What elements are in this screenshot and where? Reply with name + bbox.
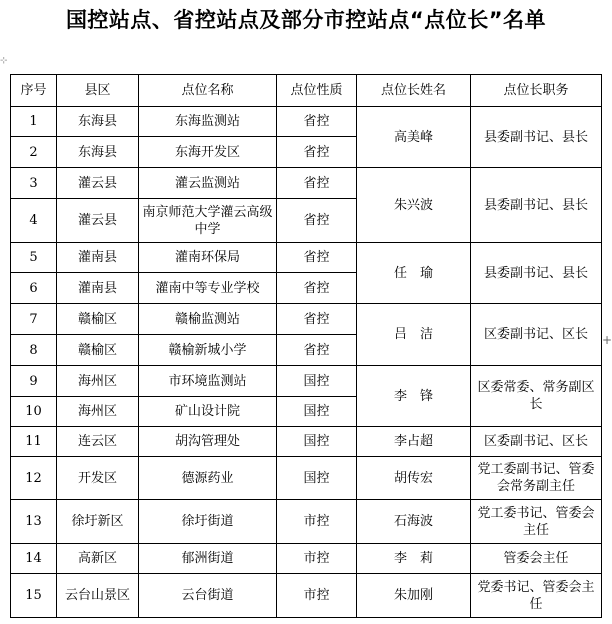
row-no: 7 bbox=[11, 304, 57, 335]
row-county: 灌南县 bbox=[57, 243, 139, 273]
row-no: 2 bbox=[11, 137, 57, 168]
table-header-row bbox=[11, 75, 602, 107]
row-county: 东海县 bbox=[57, 137, 139, 168]
row-county: 灌云县 bbox=[57, 199, 139, 243]
row-type: 省控 bbox=[277, 168, 357, 199]
row-site: 东海监测站 bbox=[139, 107, 277, 137]
row-no: 11 bbox=[11, 427, 57, 457]
row-county: 东海县 bbox=[57, 107, 139, 137]
row-type: 省控 bbox=[277, 273, 357, 304]
row-type: 市控 bbox=[277, 544, 357, 574]
leader-name: 李 莉 bbox=[357, 544, 471, 574]
leader-role: 党委书记、管委会主任 bbox=[471, 574, 602, 618]
row-type: 市控 bbox=[277, 500, 357, 544]
leader-role: 区委副书记、区长 bbox=[471, 304, 602, 366]
row-county: 高新区 bbox=[57, 544, 139, 574]
row-no: 15 bbox=[11, 574, 57, 618]
table-row bbox=[11, 243, 602, 273]
row-site: 云台街道 bbox=[139, 574, 277, 618]
leader-name: 朱兴波 bbox=[357, 168, 471, 243]
leader-role: 县委副书记、县长 bbox=[471, 243, 602, 304]
header-county: 县区 bbox=[57, 75, 139, 107]
row-county: 灌云县 bbox=[57, 168, 139, 199]
row-county: 灌南县 bbox=[57, 273, 139, 304]
row-type: 省控 bbox=[277, 335, 357, 366]
leader-role: 县委副书记、县长 bbox=[471, 168, 602, 243]
header-site: 点位名称 bbox=[139, 75, 277, 107]
row-site: 赣榆新城小学 bbox=[139, 335, 277, 366]
row-no: 13 bbox=[11, 500, 57, 544]
row-county: 开发区 bbox=[57, 457, 139, 500]
leader-role: 党工委副书记、管委会常务副主任 bbox=[471, 457, 602, 500]
row-type: 省控 bbox=[277, 304, 357, 335]
row-site: 郁洲街道 bbox=[139, 544, 277, 574]
leader-name: 高美峰 bbox=[357, 107, 471, 168]
leader-name: 吕 洁 bbox=[357, 304, 471, 366]
table-row bbox=[11, 457, 602, 500]
leader-name: 胡传宏 bbox=[357, 457, 471, 500]
row-county: 海州区 bbox=[57, 397, 139, 427]
row-site: 灌云监测站 bbox=[139, 168, 277, 199]
leader-role: 党工委书记、管委会主任 bbox=[471, 500, 602, 544]
row-site: 灌南中等专业学校 bbox=[139, 273, 277, 304]
leader-role: 区委常委、常务副区长 bbox=[471, 366, 602, 427]
row-site: 赣榆监测站 bbox=[139, 304, 277, 335]
table-row bbox=[11, 304, 602, 335]
leader-name: 李 锋 bbox=[357, 366, 471, 427]
header-leader-role: 点位长职务 bbox=[471, 75, 602, 107]
row-no: 4 bbox=[11, 199, 57, 243]
leader-name: 朱加刚 bbox=[357, 574, 471, 618]
row-no: 1 bbox=[11, 107, 57, 137]
header-leader-name: 点位长姓名 bbox=[357, 75, 471, 107]
header-no: 序号 bbox=[11, 75, 57, 107]
row-no: 10 bbox=[11, 397, 57, 427]
row-type: 国控 bbox=[277, 366, 357, 397]
row-county: 海州区 bbox=[57, 366, 139, 397]
row-site: 徐圩街道 bbox=[139, 500, 277, 544]
table-row bbox=[11, 427, 602, 457]
row-type: 国控 bbox=[277, 457, 357, 500]
row-site: 矿山设计院 bbox=[139, 397, 277, 427]
row-no: 14 bbox=[11, 544, 57, 574]
row-site: 东海开发区 bbox=[139, 137, 277, 168]
row-no: 12 bbox=[11, 457, 57, 500]
row-no: 8 bbox=[11, 335, 57, 366]
row-county: 徐圩新区 bbox=[57, 500, 139, 544]
row-type: 省控 bbox=[277, 199, 357, 243]
row-type: 省控 bbox=[277, 243, 357, 273]
leader-name: 李占超 bbox=[357, 427, 471, 457]
table-row bbox=[11, 500, 602, 544]
row-type: 市控 bbox=[277, 574, 357, 618]
row-no: 9 bbox=[11, 366, 57, 397]
table-row bbox=[11, 107, 602, 137]
row-type: 省控 bbox=[277, 107, 357, 137]
header-type: 点位性质 bbox=[277, 75, 357, 107]
leader-name: 石海波 bbox=[357, 500, 471, 544]
row-no: 3 bbox=[11, 168, 57, 199]
row-site: 胡沟管理处 bbox=[139, 427, 277, 457]
table-row bbox=[11, 574, 602, 618]
row-type: 国控 bbox=[277, 397, 357, 427]
leader-role: 县委副书记、县长 bbox=[471, 107, 602, 168]
leader-name: 任 瑜 bbox=[357, 243, 471, 304]
row-site: 市环境监测站 bbox=[139, 366, 277, 397]
row-type: 国控 bbox=[277, 427, 357, 457]
row-site: 灌南环保局 bbox=[139, 243, 277, 273]
move-handle-icon[interactable]: ⊹ bbox=[0, 56, 8, 66]
add-column-icon[interactable]: + bbox=[601, 333, 612, 347]
table-row bbox=[11, 544, 602, 574]
row-site: 南京师范大学灌云高级中学 bbox=[139, 199, 277, 243]
row-no: 6 bbox=[11, 273, 57, 304]
row-county: 连云区 bbox=[57, 427, 139, 457]
page-title: 国控站点、省控站点及部分市控站点“点位长”名单 bbox=[65, 8, 547, 32]
row-site: 德源药业 bbox=[139, 457, 277, 500]
table-row bbox=[11, 366, 602, 397]
row-no: 5 bbox=[11, 243, 57, 273]
row-county: 赣榆区 bbox=[57, 335, 139, 366]
leader-role: 管委会主任 bbox=[471, 544, 602, 574]
table-row bbox=[11, 168, 602, 199]
leader-role: 区委副书记、区长 bbox=[471, 427, 602, 457]
row-county: 云台山景区 bbox=[57, 574, 139, 618]
leader-table bbox=[10, 74, 602, 618]
row-county: 赣榆区 bbox=[57, 304, 139, 335]
row-type: 省控 bbox=[277, 137, 357, 168]
